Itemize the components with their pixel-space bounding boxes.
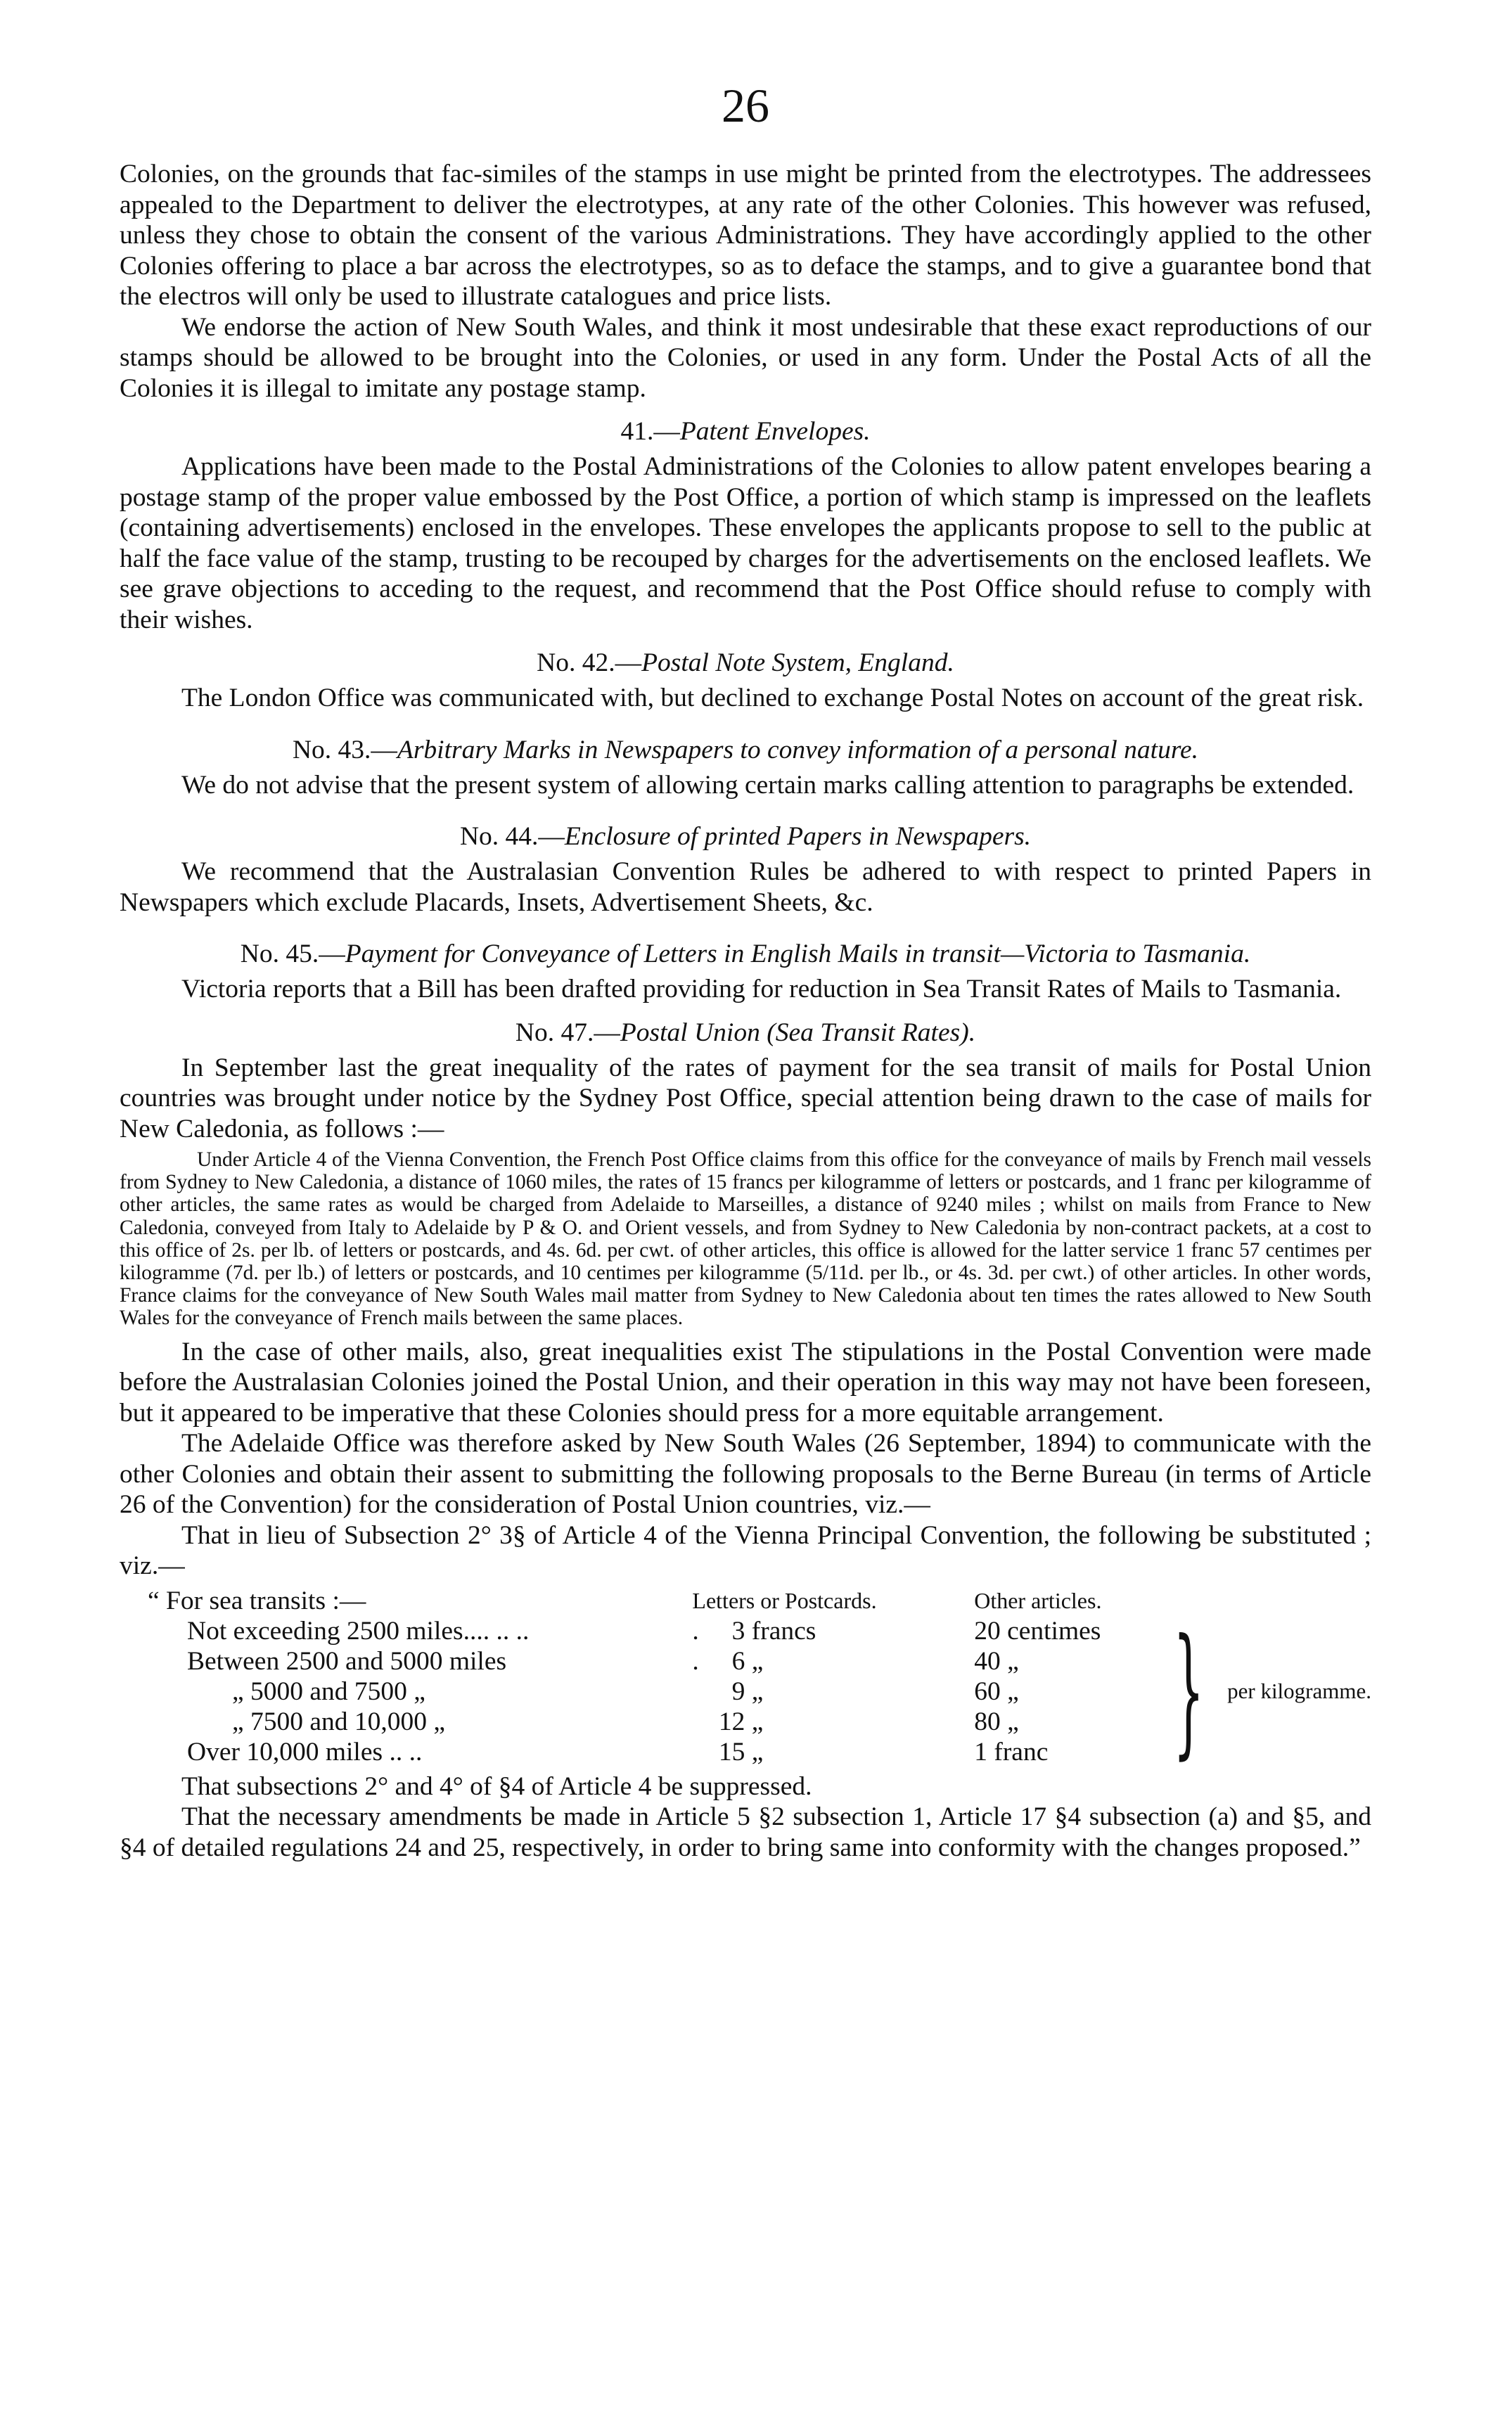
rate-letters (692, 1646, 974, 1676)
rate-distance: Not exceeding 2500 miles.... .. .. (187, 1616, 530, 1646)
section-47-number: No. 47.— (515, 1018, 620, 1047)
section-47-paragraph-3: The Adelaide Office was therefore asked by New South Wales (26 September, 1894) to communicate with the other Colonies and obtain their assent to submitting the following proposals to the Berne Bureau (in terms of Article 26 of the Convention) for the consideration of Postal Union countries, viz.— (120, 1429, 1371, 1520)
section-42-number: No. 42.— (537, 648, 642, 677)
section-45-title: Payment for Conveyance of Letters in English Mails in transit—Victoria to Tasmania. (345, 940, 1251, 968)
rate-dot: . (692, 1646, 699, 1676)
section-47-paragraph-4: That in lieu of Subsection 2° 3§ of Article 4 of the Vienna Principal Convention, the following be substituted ; viz.— (120, 1520, 1371, 1581)
section-43-paragraph: We do not advise that the present system of allowing certain marks calling attention to paragraphs be extended. (181, 770, 1354, 800)
section-41-paragraph: Applications have been made to the Postal Administrations of the Colonies to allow patent envelopes bearing a postage stamp of the proper value embossed by the Post Office, a portion of which stamp is impressed on the leaflets (containing advertisements) enclosed in the envelopes. These envelopes the applicants propose to sell to the public at half the face value of the stamp, trusting to be recouped by charges for the advertisements on the enclosed leaflets. We see grave objections to acceding to the request, and recommend that the Post Office should refuse to comply with their wishes. (120, 452, 1371, 634)
quoted-extract (120, 1148, 1371, 1330)
table-row (120, 1616, 1371, 1646)
section-47-paragraph-5: That subsections 2° and 4° of §4 of Article 4 be suppressed. (181, 1771, 812, 1801)
rate-other: 80 „ (974, 1707, 1019, 1736)
rate-letters-value: 9 „ (731, 1676, 764, 1706)
page (120, 77, 1371, 1863)
rate-letters-value: 6 „ (731, 1646, 764, 1676)
rate-letters (692, 1737, 974, 1767)
rates-unit-cell (1145, 1609, 1371, 1774)
section-43-title: Arbitrary Marks in Newspapers to convey information of a personal nature. (397, 735, 1199, 764)
intro-paragraph-2: We endorse the action of New South Wales, and think it most undesirable that these exact reproductions of our stamps should be allowed to be brought into the Colonies, or used in any form. Under the Postal Acts of all the Colonies it is illegal to imitate any postage stamp. (120, 312, 1371, 403)
section-45-paragraph: Victoria reports that a Bill has been drafted providing for reduction in Sea Transit Rates of Mails to Tasmania. (181, 975, 1342, 1004)
intro-paragraph-1: Colonies, on the grounds that fac-similes of the stamps in use might be printed from the electrotypes. The addressees appealed to the Department to deliver the electrotypes, at any rate of the other Colonies. This however was refused, unless they chose to obtain the consent of the various Administrations. They have accordingly applied to the other Colonies offering to place a bar across the electrotypes, so as to deface the stamps, and to give a guarantee bond that the electros will only be used to illustrate catalogues and price lists. (120, 160, 1371, 311)
section-42-paragraph: The London Office was communicated with, but declined to exchange Postal Notes on account of the great risk. (181, 684, 1364, 712)
rate-other: 20 centimes (974, 1616, 1101, 1646)
rate-distance: Between 2500 and 5000 miles (187, 1646, 507, 1676)
rate-letters-value: 15 „ (718, 1737, 764, 1767)
section-47-title: Postal Union (Sea Transit Rates). (620, 1018, 976, 1047)
quoted-extract-text: Under Article 4 of the Vienna Convention, the French Post Office claims from this office for the conveyance of mails by French mail vessels from Sydney to New Caledonia, a distance of 1060 miles, the rates of 15 francs per kilogramme of letters or postcards, and 1 franc per kilogramme of other articles, the same rates as would be charged from Adelaide to Marseilles, a distance of 9240 miles ; whilst on mails from France to New Caledonia, conveyed from Italy to Adelaide by P & O. and Orient vessels, and from Sydney to New Caledonia by non-contract packets, at a cost to this office of 2s. per lb. of letters or postcards, and 4s. 6d. per cwt. of other articles, this office is allowed for the latter service 1 franc 57 centimes per kilogramme (7d. per lb.) of letters or postcards, and 10 centimes per kilogramme (5/11d. per lb., or 4s. 3d. per cwt.) of other articles. In other words, France claims for the conveyance of New South Wales mail matter from Sydney to New Caledonia about ten times the rates allowed to New South Wales for the conveyance of French mails between the same places. (120, 1148, 1371, 1330)
section-47-paragraph-1: In September last the great inequality of the rates of payment for the sea transit of mails for Postal Union countries was brought under notice by the Sydney Post Office, special attention being drawn to the case of mails for New Caledonia, as follows :— (120, 1053, 1371, 1143)
rate-dot: . (692, 1616, 699, 1646)
rate-other: 40 „ (974, 1646, 1019, 1676)
section-45-heading (120, 939, 1371, 970)
page-number: 26 (722, 79, 769, 132)
rate-distance: Over 10,000 miles .. .. (187, 1737, 423, 1767)
section-42-title: Postal Note System, England. (641, 648, 954, 677)
rates-unit: per kilogramme. (1227, 1679, 1371, 1704)
section-41-heading (120, 416, 1371, 447)
section-47-paragraph-2: In the case of other mails, also, great inequalities exist The stipulations in the Postal Convention were made before the Australasian Colonies joined the Postal Union, and their operation in this way may not have been foreseen, but it appeared to be imperative that these Colonies should press for a more equitable arrangement. (120, 1337, 1371, 1428)
section-44-heading (120, 821, 1371, 852)
rate-letters (692, 1676, 974, 1707)
section-47-heading (120, 1018, 1371, 1049)
rate-distance: „ 7500 and 10,000 „ (232, 1707, 446, 1736)
section-43-number: No. 43.— (292, 735, 397, 764)
section-44-number: No. 44.— (459, 822, 565, 851)
brace-icon: } (1172, 1609, 1205, 1774)
section-47-paragraph-6: That the necessary amendments be made in Article 5 §2 subsection 1, Article 17 §4 subsection (a) and §5, and §4 of detailed regulations 24 and 25, respectively, in order to bring same into conformity with the changes proposed.” (120, 1802, 1371, 1862)
rates-col-other: Other articles. (974, 1587, 1102, 1613)
section-41-title: Patent Envelopes. (679, 417, 871, 446)
section-44-title: Enclosure of printed Papers in Newspapers. (564, 822, 1032, 851)
rates-table (120, 1586, 1371, 1774)
rate-letters-value: 3 francs (731, 1616, 816, 1646)
rate-other: 60 „ (974, 1676, 1019, 1706)
rate-letters (692, 1707, 974, 1737)
section-41-number: 41.— (620, 417, 680, 446)
section-42-heading (120, 648, 1371, 679)
rate-other: 1 franc (974, 1737, 1049, 1767)
rates-table-lead: “ For sea transits :— (148, 1586, 366, 1615)
rate-letters-value: 12 „ (718, 1707, 764, 1736)
rate-distance: „ 5000 and 7500 „ (232, 1676, 425, 1706)
section-43-heading (120, 735, 1371, 766)
section-45-number: No. 45.— (240, 940, 345, 968)
section-44-paragraph: We recommend that the Australasian Convention Rules be adhered to with respect to printed Papers in Newspapers which exclude Placards, Insets, Advertisement Sheets, &c. (120, 857, 1371, 917)
rates-col-letters: Letters or Postcards. (692, 1587, 877, 1613)
unit-brace-group (1172, 1609, 1371, 1774)
rate-letters (692, 1616, 974, 1646)
